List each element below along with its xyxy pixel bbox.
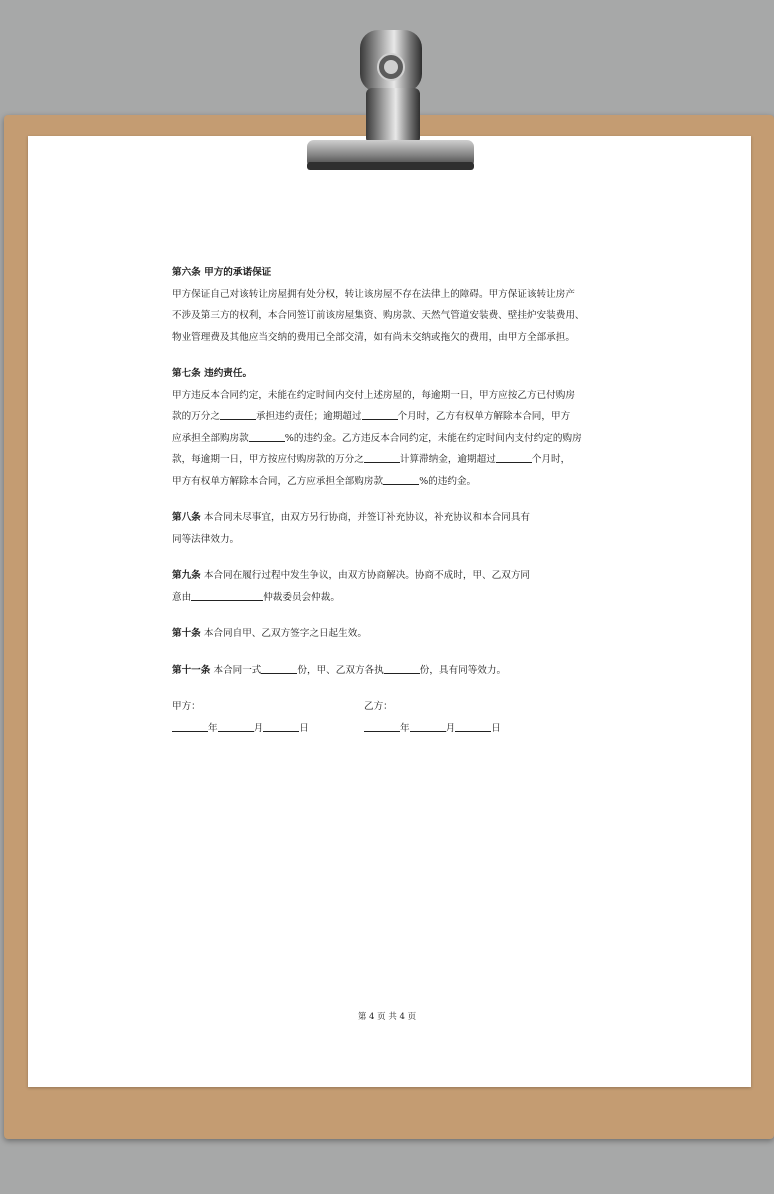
text-segment: 仲裁委员会仲裁。 bbox=[263, 591, 340, 603]
fill-blank bbox=[263, 720, 299, 732]
text-segment: 意由 bbox=[172, 591, 192, 603]
article-7-line: 甲方违反本合同约定，未能在约定时间内交付上述房屋的，每逾期一日，甲方应按乙方已付购房 bbox=[172, 389, 575, 401]
text-segment: 款的万分之 bbox=[172, 411, 220, 422]
article-7 bbox=[172, 363, 612, 492]
fill-blank bbox=[261, 662, 297, 674]
party-b-date bbox=[364, 718, 501, 740]
text-segment: 个月时，乙方有权单方解除本合同，甲方 bbox=[397, 411, 571, 422]
party-a-date bbox=[172, 718, 309, 740]
month-label: 月 bbox=[445, 723, 456, 734]
text-segment: 计算滞纳金，逾期超过 bbox=[399, 454, 496, 465]
fill-blank bbox=[191, 589, 263, 601]
text-segment: 本合同一式 bbox=[213, 664, 262, 676]
article-9-line bbox=[172, 565, 612, 587]
article-6-line: 不涉及第三方的权利，本合同签订前该房屋集资、购房款、天然气管道安装费、壁挂炉安装费用、 bbox=[172, 310, 585, 321]
fill-blank bbox=[172, 720, 208, 732]
article-11-line bbox=[172, 660, 612, 682]
text-segment: 个月时， bbox=[531, 454, 571, 465]
text-segment: 本合同在履行过程中发生争议，由双方协商解决。协商不成时，甲、乙双方同 bbox=[203, 570, 531, 581]
article-10-line bbox=[172, 623, 612, 645]
fill-blank bbox=[384, 662, 420, 674]
article-9-line bbox=[172, 587, 612, 609]
party-b-signature bbox=[364, 696, 501, 740]
text-segment: 本合同未尽事宜，由双方另行协商，并签订补充协议，补充协议和本合同具有 bbox=[203, 512, 531, 523]
article-9 bbox=[172, 565, 612, 608]
text-segment: %的违约金。乙方违反本合同约定，未能在约定时间内支付约定的购房 bbox=[284, 432, 582, 444]
day-label: 日 bbox=[491, 723, 501, 734]
article-7-line bbox=[172, 449, 612, 471]
article-7-title: 第七条 违约责任。 bbox=[172, 368, 253, 379]
text-segment: 份，具有同等效力。 bbox=[419, 664, 507, 676]
text-segment: %的违约金。 bbox=[419, 475, 477, 487]
fill-blank bbox=[249, 430, 285, 442]
fill-blank bbox=[496, 451, 532, 463]
fill-blank bbox=[362, 408, 398, 420]
year-label: 年 bbox=[400, 723, 410, 734]
article-9-title: 第九条 bbox=[172, 570, 201, 581]
month-label: 月 bbox=[253, 723, 264, 734]
article-7-line bbox=[172, 428, 612, 450]
signature-area bbox=[172, 696, 612, 744]
article-11 bbox=[172, 660, 612, 682]
fill-blank bbox=[218, 720, 254, 732]
fill-blank bbox=[410, 720, 446, 732]
article-6-title: 第六条 甲方的承诺保证 bbox=[172, 267, 272, 278]
year-label: 年 bbox=[208, 723, 218, 734]
article-6-line: 物业管理费及其他应当交纳的费用已全部交清，如有尚未交纳或拖欠的费用，由甲方全部承担。 bbox=[172, 331, 575, 343]
article-10-title: 第十条 bbox=[172, 628, 201, 639]
fill-blank bbox=[383, 473, 419, 485]
fill-blank bbox=[455, 720, 491, 732]
fill-blank bbox=[364, 720, 400, 732]
article-10 bbox=[172, 623, 612, 645]
party-b-label: 乙方： bbox=[364, 701, 393, 712]
article-7-line bbox=[172, 471, 612, 493]
text-segment: 承担违约责任；逾期超过 bbox=[255, 411, 362, 422]
party-a-signature bbox=[172, 696, 309, 740]
text-segment: 甲方有权单方解除本合同，乙方应承担全部购房款 bbox=[172, 475, 384, 487]
article-8 bbox=[172, 507, 612, 550]
fill-blank bbox=[220, 408, 256, 420]
article-8-line: 同等法律效力。 bbox=[172, 533, 240, 545]
binder-clip-icon bbox=[0, 0, 774, 200]
party-a-label: 甲方： bbox=[172, 701, 201, 712]
fill-blank bbox=[364, 451, 400, 463]
article-11-title: 第十一条 bbox=[172, 664, 211, 676]
article-6-line: 甲方保证自己对该转让房屋拥有处分权，转让该房屋不存在法律上的障碍。甲方保证该转让房产 bbox=[172, 288, 575, 300]
day-label: 日 bbox=[299, 723, 309, 734]
contract-body bbox=[172, 262, 612, 744]
article-7-line bbox=[172, 406, 612, 428]
text-segment: 款，每逾期一日，甲方按应付购房款的万分之 bbox=[172, 454, 364, 465]
text-segment: 份，甲、乙双方各执 bbox=[297, 664, 384, 676]
article-8-title: 第八条 bbox=[172, 512, 201, 523]
text-segment: 本合同自甲、乙双方签字之日起生效。 bbox=[203, 628, 367, 639]
article-6 bbox=[172, 262, 612, 348]
article-8-line bbox=[172, 507, 612, 529]
text-segment: 应承担全部购房款 bbox=[172, 432, 249, 444]
page-number: 第 4 页 共 4 页 bbox=[357, 1012, 417, 1022]
